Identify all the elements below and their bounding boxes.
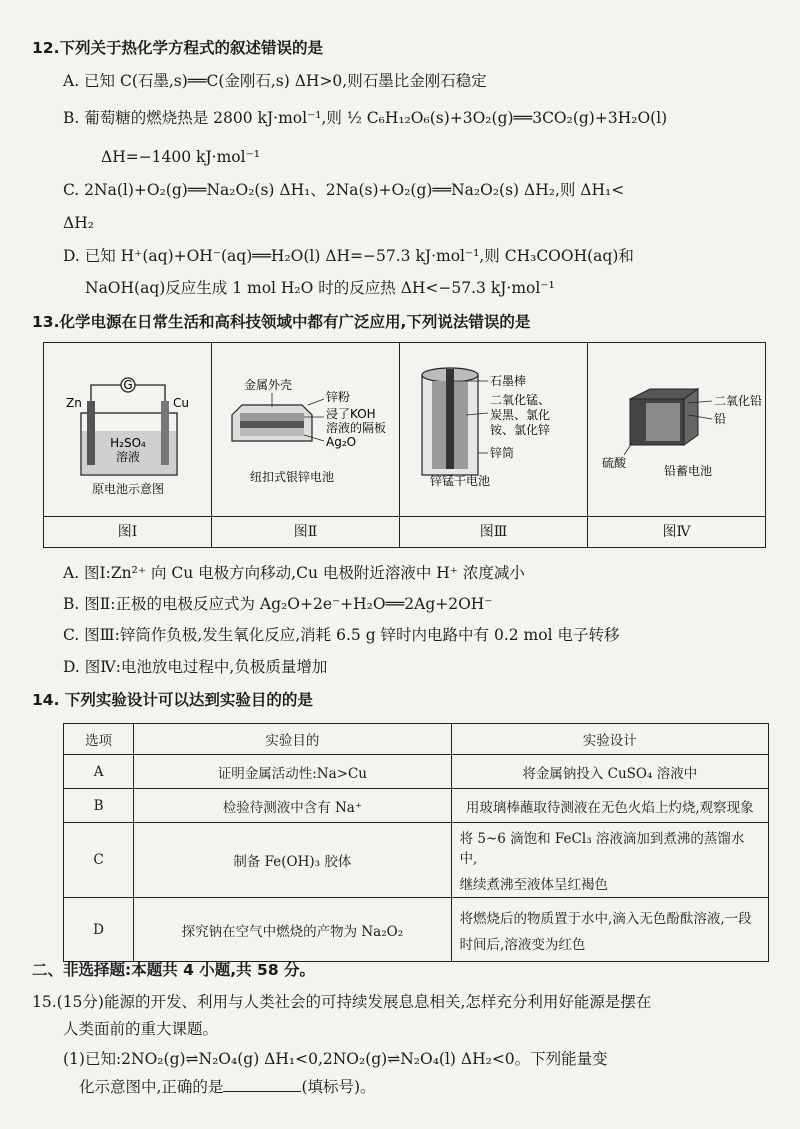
dry-cell-diagram	[400, 343, 588, 515]
q12-option-b-line1: B. 葡萄糖的燃烧热是 2800 kJ·mol⁻¹,则 ½ C₆H₁₂O₆(s)+3O₂(g)══3CO₂(g)+3H₂O(l)	[63, 109, 668, 127]
q12-option-c-line1: C. 2Na(l)+O₂(g)══Na₂O₂(s) ΔH₁、2Na(s)+O₂(g)══Na₂O₂(s) ΔH₂,则 ΔH₁<	[63, 181, 625, 199]
q13-option-a: A. 图Ⅰ:Zn²⁺ 向 Cu 电极方向移动,Cu 电极附近溶液中 H⁺ 浓度减小	[63, 564, 525, 582]
koh-separator-label-1: 浸了KOH	[326, 407, 376, 421]
figure-1-caption: 图Ⅰ	[44, 516, 211, 547]
table-header-row	[64, 724, 769, 755]
q15-line4	[79, 1077, 376, 1097]
figure-1-title: 原电池示意图	[91, 482, 165, 496]
button-cell-diagram	[212, 343, 400, 515]
row-d-option: D	[64, 898, 134, 962]
row-a-goal: 证明金属活动性:Na>Cu	[134, 755, 451, 789]
answer-blank[interactable]	[223, 1077, 301, 1092]
koh-separator-label-2: 溶液的隔板	[326, 421, 387, 435]
q13-option-b: B. 图Ⅱ:正极的电极反应式为 Ag₂O+2e⁻+H₂O══2Ag+2OH⁻	[63, 595, 493, 613]
q15-line3: (1)已知:2NO₂(g)⇌N₂O₄(g) ΔH₁<0,2NO₂(g)⇌N₂O₄(l) ΔH₂<0。下列能量变	[63, 1050, 608, 1068]
lead-acid-battery-diagram	[588, 343, 765, 515]
table-row	[64, 898, 769, 962]
battery-figures	[43, 342, 766, 548]
q13-stem: 13.化学电源在日常生活和高科技领域中都有广泛应用,下列说法错误的是	[32, 313, 531, 331]
figure-2-caption: 图Ⅱ	[212, 516, 399, 547]
figure-1	[44, 343, 212, 547]
galvanic-cell-diagram	[44, 343, 212, 515]
paste-label-1: 二氧化锰、	[490, 393, 551, 407]
lead-label: 铅	[714, 412, 727, 426]
experiment-table	[63, 723, 769, 962]
paste-label-3: 铵、氯化锌	[490, 423, 551, 437]
row-c-goal: 制备 Fe(OH)₃ 胶体	[134, 823, 451, 898]
q12-option-b-line2: ΔH=−1400 kJ·mol⁻¹	[101, 148, 260, 166]
figure-3	[400, 343, 588, 547]
figure-4	[588, 343, 765, 547]
table-row	[64, 789, 769, 823]
sulfuric-acid-label: 硫酸	[602, 456, 627, 470]
solution-label-2: 溶液	[115, 450, 141, 464]
q15-suffix: (填标号)。	[301, 1078, 376, 1096]
header-design: 实验设计	[451, 724, 768, 755]
row-a-design: 将金属钠投入 CuSO₄ 溶液中	[451, 755, 768, 789]
q14-stem: 14. 下列实验设计可以达到实验目的的是	[32, 691, 313, 709]
metal-shell-label: 金属外壳	[244, 378, 293, 392]
q15-prompt: 化示意图中,正确的是	[79, 1078, 224, 1096]
paste-label-2: 炭黑、氯化	[490, 408, 551, 422]
q13-option-c: C. 图Ⅲ:锌筒作负极,发生氧化反应,消耗 6.5 g 锌时内电路中有 0.2 mol 电子转移	[63, 626, 620, 644]
lead-dioxide-label: 二氧化铅	[714, 394, 763, 408]
header-goal: 实验目的	[134, 724, 451, 755]
figure-4-caption: 图Ⅳ	[588, 516, 765, 547]
figure-3-title: 锌锰干电池	[429, 474, 491, 488]
row-b-goal: 检验待测液中含有 Na⁺	[134, 789, 451, 823]
solution-label-1: H₂SO₄	[110, 436, 146, 450]
header-option: 选项	[64, 724, 134, 755]
figure-3-caption: 图Ⅲ	[400, 516, 587, 547]
q12-stem: 12.下列关于热化学方程式的叙述错误的是	[32, 39, 323, 57]
q12-option-d-line2: NaOH(aq)反应生成 1 mol H₂O 时的反应热 ΔH<−57.3 kJ·mol⁻¹	[85, 279, 555, 297]
row-d-design-line2: 时间后,溶液变为红色	[459, 936, 586, 953]
zinc-powder-label: 锌粉	[326, 390, 351, 404]
figure-2	[212, 343, 400, 547]
row-c-design-line1: 将 5~6 滴饱和 FeCl₃ 溶液滴加到煮沸的蒸馏水中,	[459, 831, 745, 867]
q15-line1: 15.(15分)能源的开发、利用与人类社会的可持续发展息息相关,怎样充分利用好能源是摆在	[32, 993, 652, 1011]
table-row	[64, 755, 769, 789]
section-2-heading: 二、非选择题:本题共 4 小题,共 58 分。	[32, 961, 316, 979]
q13-option-d: D. 图Ⅳ:电池放电过程中,负极质量增加	[63, 658, 328, 676]
row-b-option: B	[64, 789, 134, 823]
q12-option-d-line1: D. 已知 H⁺(aq)+OH⁻(aq)══H₂O(l) ΔH=−57.3 kJ·mol⁻¹,则 CH₃COOH(aq)和	[63, 247, 634, 265]
cu-label: Cu	[173, 396, 189, 410]
table-row	[64, 823, 769, 898]
row-d-design-line1: 将燃烧后的物质置于水中,滴入无色酚酞溶液,一段	[459, 910, 752, 927]
row-b-design: 用玻璃棒蘸取待测液在无色火焰上灼烧,观察现象	[451, 789, 768, 823]
row-c-design	[451, 823, 768, 898]
zn-label: Zn	[66, 396, 82, 410]
figure-4-title: 铅蓄电池	[663, 464, 713, 478]
zinc-can-label: 锌筒	[490, 446, 515, 460]
row-d-design	[451, 898, 768, 962]
galvanometer-icon: G	[123, 378, 133, 392]
row-c-option: C	[64, 823, 134, 898]
row-c-design-line2: 继续煮沸至液体呈红褐色	[459, 877, 609, 893]
q15-line2: 人类面前的重大课题。	[63, 1020, 219, 1038]
row-d-goal: 探究钠在空气中燃烧的产物为 Na₂O₂	[134, 898, 451, 962]
graphite-rod-label: 石墨棒	[490, 374, 527, 388]
q12-option-c-line2: ΔH₂	[63, 214, 94, 232]
row-a-option: A	[64, 755, 134, 789]
figure-2-title: 纽扣式银锌电池	[249, 470, 335, 484]
q12-option-a: A. 已知 C(石墨,s)══C(金刚石,s) ΔH>0,则石墨比金刚石稳定	[63, 72, 487, 90]
ag2o-label: Ag₂O	[326, 435, 357, 449]
